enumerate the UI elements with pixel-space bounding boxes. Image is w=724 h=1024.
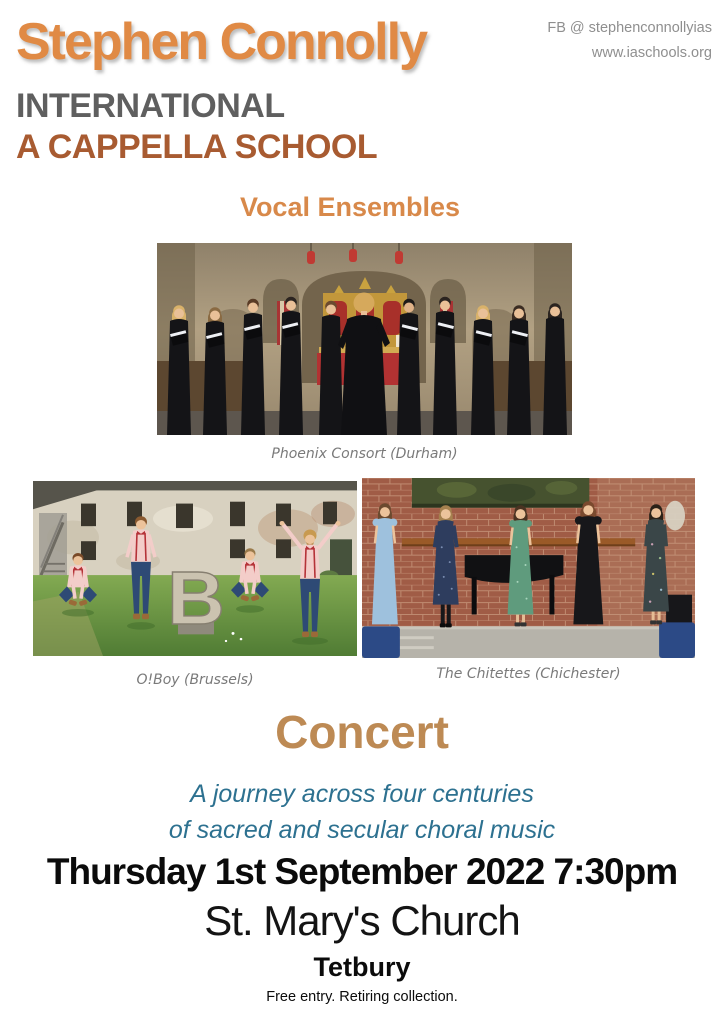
singer [241,299,265,435]
poster-title-school: A CAPPELLA SCHOOL [16,128,378,166]
poster-title-international: INTERNATIONAL [16,87,285,125]
photo-phoenix-consort [157,243,572,435]
sculpture [665,501,685,531]
singer [319,301,343,435]
concert-tagline-line2: of sacred and secular choral music [168,816,556,844]
website-url: www.iaschools.org [591,45,712,61]
speaker [666,595,692,625]
singer-green-dress [508,505,534,626]
singer-black-dress [573,501,603,624]
photo-oboy [33,481,357,656]
concert-venue: St. Mary's Church [204,897,520,944]
concert-town: Tetbury [313,952,411,982]
entry-note: Free entry. Retiring collection. [266,989,458,1005]
photo-caption-oboy: O!Boy (Brussels) [136,672,254,688]
staircase [39,513,67,585]
oboy-illustration [33,481,357,656]
singer [471,305,495,435]
letter-b-sculpture [167,557,225,640]
singer [203,307,227,435]
photo-caption-phoenix: Phoenix Consort (Durham) [271,446,458,462]
singer [543,303,567,435]
singer [397,299,421,435]
singer [167,305,191,435]
concert-heading: Concert [275,706,449,758]
photo-caption-chitettes: The Chitettes (Chichester) [436,666,621,682]
singer [433,297,457,435]
tapestry [412,478,589,508]
phoenix-consort-illustration [157,243,572,435]
contact-block [547,16,712,66]
singer [507,305,531,435]
photo-chitettes [362,478,695,658]
chitettes-illustration [362,478,695,658]
letter-b: B [167,557,225,641]
vocal-ensembles-heading: Vocal Ensembles [239,192,461,222]
poster-title: Stephen Connolly [16,13,426,71]
facebook-handle: FB @ stephenconnollyias [547,20,712,36]
concert-tagline-line1: A journey across four centuries [190,780,534,808]
concert-datetime: Thursday 1st September 2022 7:30pm [46,851,678,892]
singer [279,297,303,435]
singer-blue-dress [372,503,398,624]
